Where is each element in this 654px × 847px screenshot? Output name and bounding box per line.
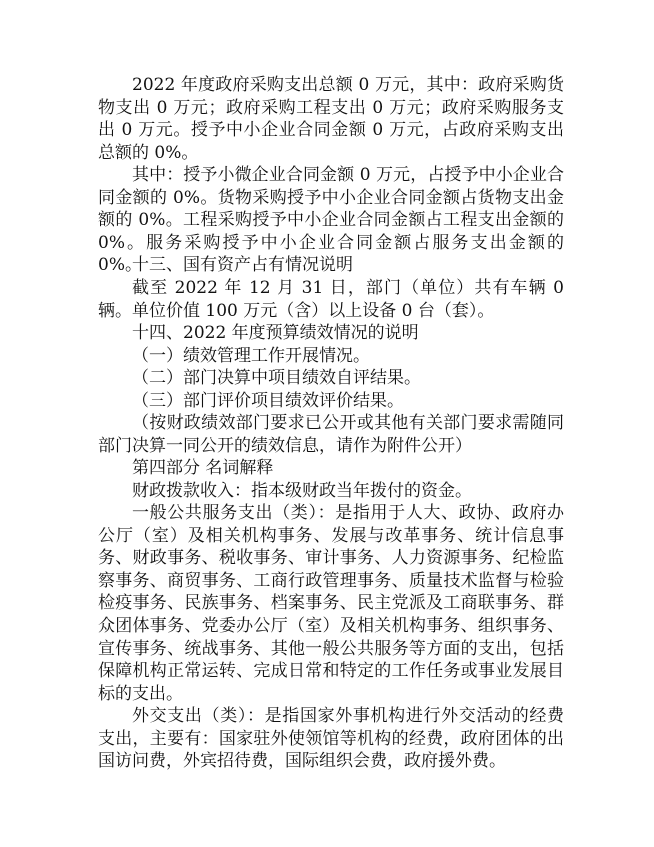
- procurement-paragraph: 2022 年度政府采购支出总额 0 万元，其中：政府采购货物支出 0 万元；政府采购工程支出 0 万元；政府采购服务支出 0 万元。授予中小企业合同金额 0 万元，占政府采购支出总额的 0%。: [98, 75, 564, 163]
- part-4-heading: 第四部分 名词解释: [132, 458, 274, 478]
- state-assets-paragraph: 截至 2022 年 12 月 31 日，部门（单位）共有车辆 0 辆。单位价值 100 万元（含）以上设备 0 台（套）。: [98, 278, 564, 321]
- definition-diplomacy-expenditure: 外交支出（类）：是指国家外事机构进行外交活动的经费支出，主要有：国家驻外使领馆等机构的经费，政府团体的出国访问费，外宾招待费，国际组织会费，政府援外费。: [98, 706, 564, 772]
- section-14-heading: 十四、2022 年度预算绩效情况的说明: [132, 323, 419, 343]
- performance-item-1: （一）绩效管理工作开展情况。: [132, 346, 370, 366]
- performance-item-2: （二）部门决算中项目绩效自评结果。: [132, 368, 421, 388]
- definition-fiscal-appropriation: 财政拨款收入：指本级财政当年拨付的资金。: [132, 481, 472, 501]
- sme-contract-paragraph: 其中：授予小微企业合同金额 0 万元，占授予中小企业合同金额的 0%。货物采购授予中小企业合同金额占货物支出金额的 0%。工程采购授予中小企业合同金额占工程支出金额的 0%。服务采购授予中小企业合同金额占服务支出金额的 0%。: [98, 165, 564, 276]
- section-13-heading: 十三、国有资产占有情况说明: [132, 255, 353, 275]
- performance-item-3: （三）部门评价项目绩效评价结果。: [132, 391, 404, 411]
- performance-note: （按财政绩效部门要求已公开或其他有关部门要求需随同部门决算一同公开的绩效信息，请作为附件公开）: [98, 413, 564, 456]
- definition-general-public-services: 一般公共服务支出（类）：是指用于人大、政协、政府办公厅（室）及相关机构事务、发展与改革事务、统计信息事务、财政事务、税收事务、审计事务、人力资源事务、纪检监察事务、商贸事务、工商行政管理事务、质量技术监督与检验检疫事务、民族事务、档案事务、民主党派及工商联事务、群众团体事务、党委办公厅（室）及相关机构事务、组织事务、宣传事务、统战事务、其他一般公共服务等方面的支出，包括保障机构正常运转、完成日常和特定的工作任务或事业发展目标的支出。: [98, 503, 564, 704]
